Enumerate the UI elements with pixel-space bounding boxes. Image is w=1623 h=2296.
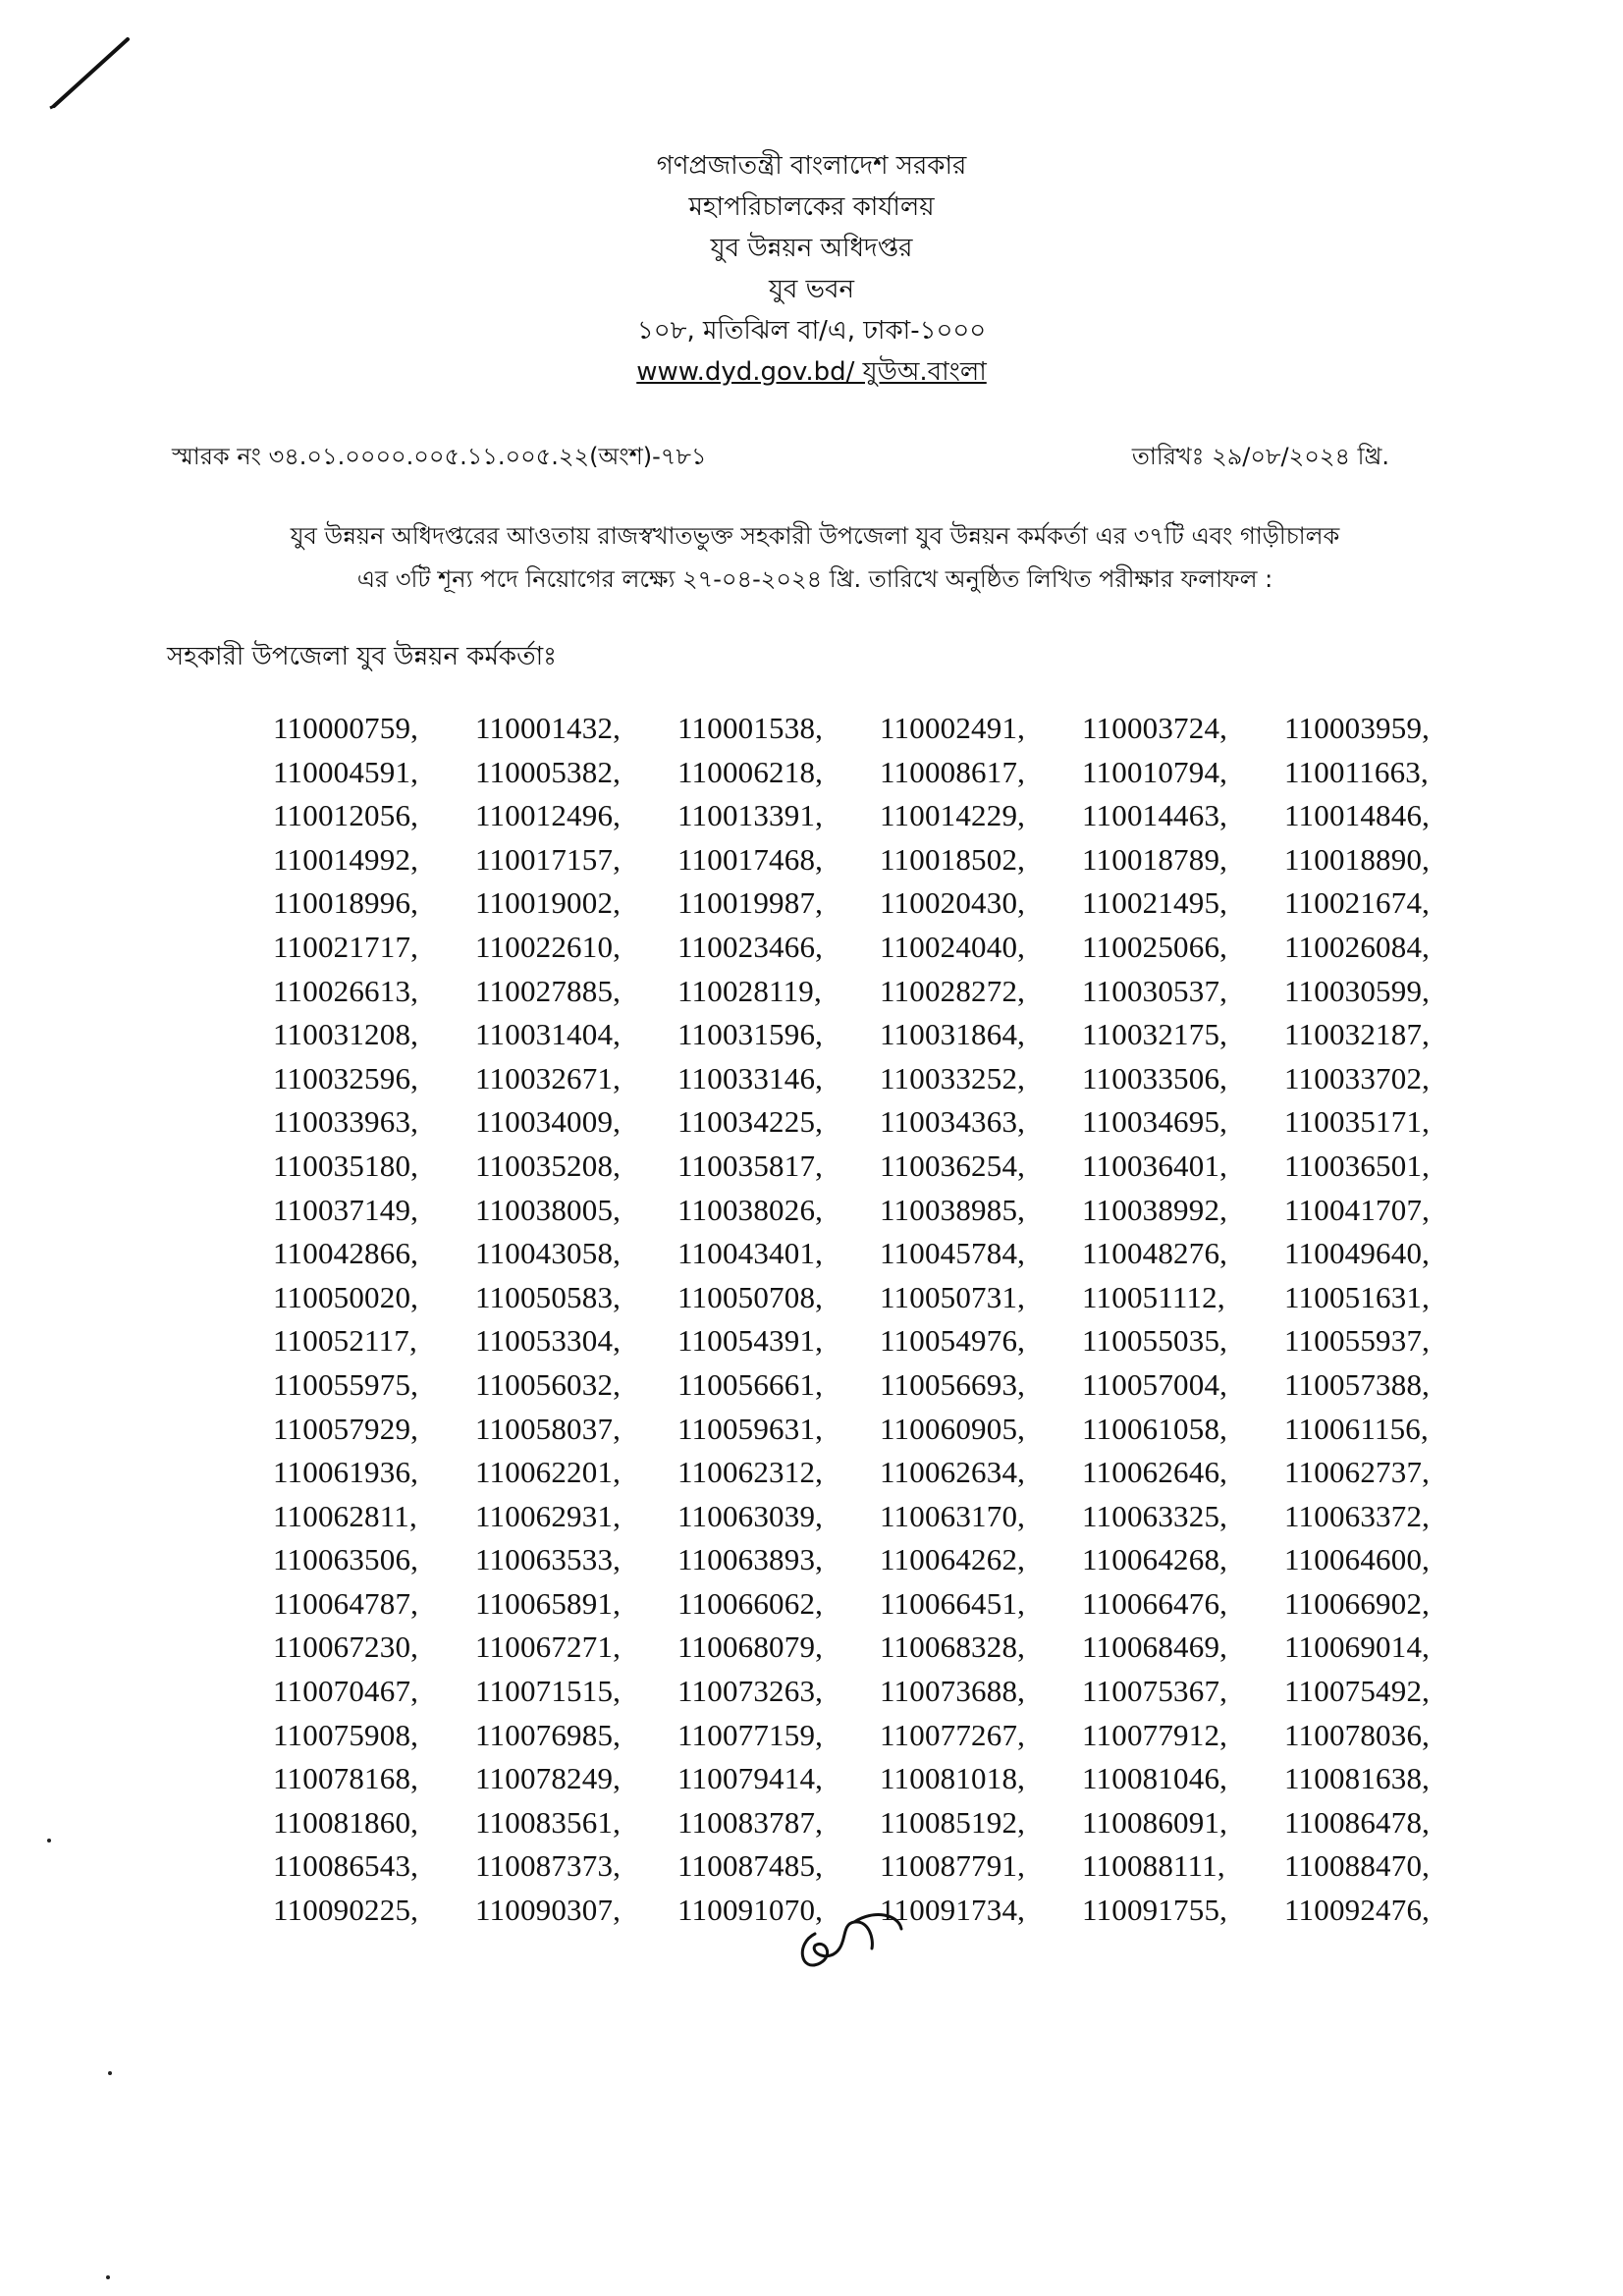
roll-number: 110073263, [677,1674,824,1709]
roll-number: 110014229, [880,798,1026,833]
roll-number: 110012056, [273,798,419,833]
roll-number: 110086543, [273,1848,419,1884]
roll-number: 110086091, [1082,1804,1228,1840]
roll-number: 110077912, [1082,1717,1228,1752]
roll-number: 110049640, [1284,1236,1431,1271]
roll-number: 110062201, [475,1455,622,1490]
roll-number: 110010794, [1082,754,1228,789]
roll-number: 110053304, [475,1323,622,1359]
roll-number: 110075492, [1284,1674,1431,1709]
roll-number: 110063325, [1082,1498,1228,1533]
roll-number: 110021674, [1284,885,1431,921]
roll-number: 110055937, [1284,1323,1431,1359]
roll-number: 110059631, [677,1411,824,1446]
roll-number: 110034363, [880,1104,1026,1140]
letterhead [0,145,1623,393]
roll-number: 110030599, [1284,973,1431,1008]
roll-number: 110063893, [677,1542,824,1577]
roll-number: 110023466, [677,929,824,964]
roll-number: 110066062, [677,1585,824,1621]
roll-number: 110064262, [880,1542,1026,1577]
roll-number: 110054976, [880,1323,1026,1359]
roll-number: 110071515, [475,1674,622,1709]
roll-number: 110026613, [273,973,419,1008]
roll-number: 110090225, [273,1893,419,1928]
roll-number: 110090307, [475,1893,622,1928]
roll-number: 110014463, [1082,798,1228,833]
speck [108,2071,112,2075]
roll-number: 110014846, [1284,798,1431,833]
roll-number: 110043058, [475,1236,622,1271]
roll-number: 110060905, [880,1411,1026,1446]
roll-number: 110061156, [1284,1411,1429,1446]
roll-number: 110034009, [475,1104,622,1140]
roll-number: 110018890, [1284,841,1431,877]
roll-number: 110031864, [880,1017,1026,1052]
roll-number: 110017157, [475,841,622,877]
roll-number: 110032187, [1284,1017,1431,1052]
roll-number: 110030537, [1082,973,1228,1008]
roll-number: 110062931, [475,1498,622,1533]
roll-number: 110031596, [677,1017,824,1052]
roll-number: 110034695, [1082,1104,1228,1140]
roll-number: 110068079, [677,1629,824,1665]
roll-number: 110025066, [1082,929,1228,964]
roll-number: 110073688, [880,1674,1026,1709]
roll-number: 110036401, [1082,1148,1228,1183]
roll-number: 110062737, [1284,1455,1431,1490]
roll-number: 110066451, [880,1585,1026,1621]
roll-number: 110050583, [475,1279,622,1314]
roll-number: 110086478, [1284,1804,1431,1840]
roll-number: 110038005, [475,1192,622,1227]
roll-number: 110032596, [273,1060,419,1095]
roll-number: 110017468, [677,841,824,877]
roll-number: 110051112, [1082,1279,1225,1314]
roll-number: 110035208, [475,1148,622,1183]
roll-number: 110087373, [475,1848,622,1884]
roll-number: 110063506, [273,1542,419,1577]
roll-number: 110055035, [1082,1323,1228,1359]
speck [47,1839,51,1842]
roll-number: 110051631, [1284,1279,1431,1314]
speck [106,2275,110,2279]
roll-number: 110064600, [1284,1542,1431,1577]
memo-number: স্মারক নং ৩৪.০১.০০০০.০০৫.১১.০০৫.২২(অংশ)-৭৮১ [172,443,707,470]
roll-number: 110004591, [273,754,419,789]
roll-number: 110085192, [880,1804,1026,1840]
roll-number: 110058037, [475,1411,622,1446]
roll-number: 110083561, [475,1804,622,1840]
roll-number: 110006218, [677,754,824,789]
roll-number: 110056693, [880,1366,1026,1402]
roll-number: 110020430, [880,885,1026,921]
website-link[interactable]: www.dyd.gov.bd/ যুউঅ.বাংলা [636,357,987,387]
roll-number: 110061058, [1082,1411,1228,1446]
roll-number: 110038026, [677,1192,824,1227]
roll-number: 110035817, [677,1148,824,1183]
roll-number: 110061936, [273,1455,419,1490]
roll-number: 110038985, [880,1192,1026,1227]
roll-number: 110081638, [1284,1761,1431,1796]
roll-number: 110050731, [880,1279,1026,1314]
govt-name: গণপ্রজাতন্ত্রী বাংলাদেশ সরকার [656,151,967,181]
roll-number: 110033146, [677,1060,824,1095]
roll-number: 110041707, [1284,1192,1431,1227]
roll-number: 110036501, [1284,1148,1431,1183]
roll-number: 110021495, [1082,885,1228,921]
roll-number: 110008617, [880,754,1026,789]
roll-number: 110036254, [880,1148,1026,1183]
roll-number: 110068328, [880,1629,1026,1665]
roll-number: 110028272, [880,973,1026,1008]
roll-number: 110056661, [677,1366,824,1402]
roll-number: 110091755, [1082,1893,1228,1928]
roll-number: 110087485, [677,1848,824,1884]
roll-number: 110075367, [1082,1674,1228,1709]
department-name: যুব উন্নয়ন অধিদপ্তর [710,234,913,263]
roll-number: 110077159, [677,1717,824,1752]
roll-number: 110033963, [273,1104,419,1140]
roll-number: 110075908, [273,1717,419,1752]
roll-number: 110014992, [273,841,419,877]
roll-number: 110081046, [1082,1761,1228,1796]
roll-number: 110035180, [273,1148,419,1183]
notice-paragraph [162,514,1468,601]
roll-number: 110018789, [1082,841,1228,877]
roll-number: 110022610, [475,929,622,964]
roll-number: 110065891, [475,1585,622,1621]
roll-number: 110031208, [273,1017,419,1052]
roll-number: 110000759, [273,711,419,745]
roll-number: 110045784, [880,1236,1026,1271]
roll-number: 110033252, [880,1060,1026,1095]
roll-number: 110063372, [1284,1498,1431,1533]
roll-number: 110067271, [475,1629,622,1665]
roll-number-list [273,707,1487,1933]
address: ১০৮, মতিঝিল বা/এ, ঢাকা-১০০০ [636,316,987,346]
roll-number: 110052117, [273,1323,417,1359]
roll-number: 110013391, [677,798,824,833]
roll-number: 110001538, [677,711,824,745]
roll-number: 110050708, [677,1279,824,1314]
roll-number: 110026084, [1284,929,1431,964]
roll-number: 110087791, [880,1848,1026,1884]
roll-number: 110078168, [273,1761,419,1796]
roll-number: 110079414, [677,1761,824,1796]
roll-number: 110062646, [1082,1455,1228,1490]
roll-number: 110088111, [1082,1848,1225,1884]
slash-mark [39,29,137,118]
roll-number: 110033702, [1284,1060,1431,1095]
roll-number: 110019002, [475,885,622,921]
roll-number: 110078249, [475,1761,622,1796]
roll-number: 110066902, [1284,1585,1431,1621]
roll-number: 110028119, [677,973,822,1008]
roll-number: 110055975, [273,1366,419,1402]
roll-number: 110063039, [677,1498,824,1533]
roll-number: 110050020, [273,1279,419,1314]
roll-number: 110038992, [1082,1192,1228,1227]
roll-number: 110062811, [273,1498,417,1533]
notice-line-2: এর ৩টি শূন্য পদে নিয়োগের লক্ষ্যে ২৭-০৪-২০২৪ খ্রি. তারিখে অনুষ্ঠিত লিখিত পরীক্ষার ফলাফল : [356,565,1273,593]
roll-number: 110003959, [1284,711,1431,745]
roll-number: 110062634, [880,1455,1026,1490]
memo-date: তারিখঃ ২৯/০৮/২০২৪ খ্রি. [1131,443,1389,470]
roll-number: 110003724, [1082,711,1228,745]
roll-number: 110019987, [677,885,824,921]
roll-number: 110037149, [273,1192,419,1227]
roll-number: 110083787, [677,1804,824,1840]
section-heading: সহকারী উপজেলা যুব উন্নয়ন কর্মকর্তাঃ [167,642,557,671]
roll-number: 110078036, [1284,1717,1431,1752]
roll-number: 110042866, [273,1236,419,1271]
roll-number: 110076985, [475,1717,622,1752]
roll-number: 110091734, [880,1893,1026,1928]
roll-number: 110027885, [475,973,622,1008]
roll-number: 110068469, [1082,1629,1228,1665]
building-name: যুব ভবন [768,275,855,304]
roll-number: 110063170, [880,1498,1026,1533]
signature [785,1895,923,1983]
roll-number: 110018502, [880,841,1026,877]
roll-number: 110062312, [677,1455,824,1490]
roll-number: 110054391, [677,1323,824,1359]
roll-number: 110043401, [677,1236,824,1271]
roll-number: 110002491, [880,711,1026,745]
roll-number: 110091070, [677,1893,824,1928]
roll-number: 110081860, [273,1804,419,1840]
roll-number: 110057929, [273,1411,419,1446]
office-name: মহাপরিচালকের কার্যালয় [688,192,935,222]
roll-number: 110001432, [475,711,622,745]
roll-number: 110088470, [1284,1848,1431,1884]
roll-number: 110057388, [1284,1366,1431,1402]
roll-number: 110066476, [1082,1585,1228,1621]
roll-number: 110064268, [1082,1542,1228,1577]
roll-number: 110056032, [475,1366,622,1402]
roll-number: 110033506, [1082,1060,1228,1095]
roll-number: 110032671, [475,1060,622,1095]
roll-number: 110069014, [1284,1629,1431,1665]
roll-number: 110067230, [273,1629,419,1665]
roll-number: 110048276, [1082,1236,1228,1271]
roll-number: 110032175, [1082,1017,1228,1052]
roll-number: 110070467, [273,1674,419,1709]
notice-line-1: যুব উন্নয়ন অধিদপ্তরের আওতায় রাজস্বখাতভুক্ত সহকারী উপজেলা যুব উন্নয়ন কর্মকর্তা এর ৩৭টি এবং গাড়ীচালক [290,522,1340,550]
roll-number: 110011663, [1284,754,1429,789]
roll-number: 110024040, [880,929,1026,964]
roll-number: 110035171, [1284,1104,1431,1140]
roll-number: 110012496, [475,798,622,833]
roll-number: 110092476, [1284,1893,1431,1928]
roll-number: 110021717, [273,929,419,964]
roll-number: 110057004, [1082,1366,1228,1402]
roll-number: 110064787, [273,1585,419,1621]
roll-number: 110081018, [880,1761,1026,1796]
roll-number: 110031404, [475,1017,622,1052]
roll-number: 110077267, [880,1717,1026,1752]
roll-number: 110005382, [475,754,622,789]
roll-number: 110034225, [677,1104,824,1140]
roll-number: 110063533, [475,1542,622,1577]
roll-number: 110018996, [273,885,419,921]
